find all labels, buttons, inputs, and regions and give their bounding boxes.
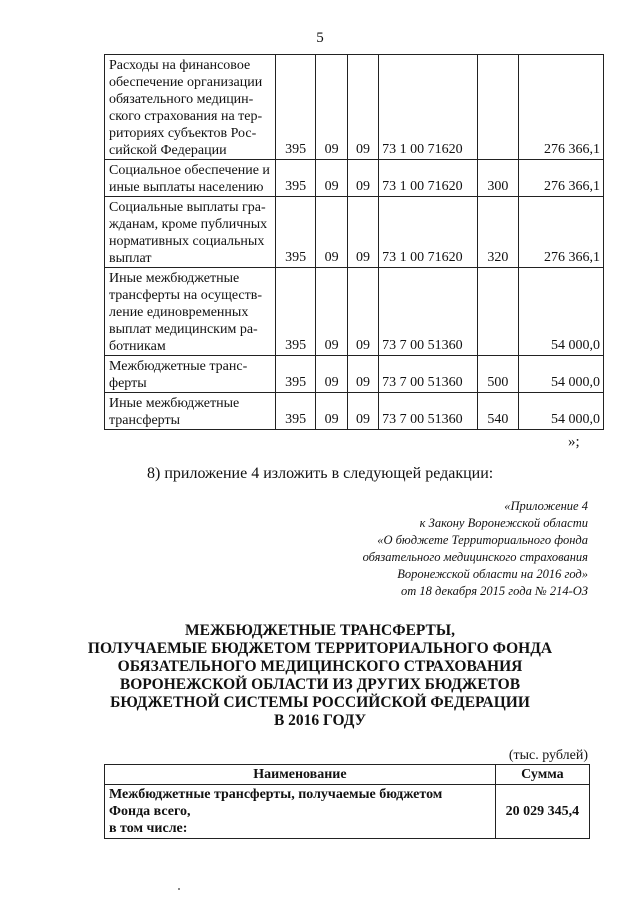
budget-row-amount: 54 000,0: [518, 393, 603, 430]
budget-row-section: 09: [316, 393, 347, 430]
budget-row-expense-type: [478, 268, 519, 356]
budget-row-expense-type: [478, 55, 519, 160]
budget-row-name: [105, 356, 276, 393]
budget-row-expense-type: 320: [478, 197, 519, 268]
budget-row-name: [105, 268, 276, 356]
budget-row-name-line: ферты: [109, 376, 147, 391]
budget-row-target-article: 73 1 00 71620: [379, 160, 478, 197]
budget-row-section: 09: [316, 55, 347, 160]
budget-row-expense-type: 500: [478, 356, 519, 393]
title-line: ВОРОНЕЖСКОЙ ОБЛАСТИ ИЗ ДРУГИХ БЮДЖЕТОВ: [119, 676, 521, 693]
title-line: МЕЖБЮДЖЕТНЫЕ ТРАНСФЕРТЫ,: [185, 622, 455, 639]
budget-row-name-line: Межбюджетные транс-: [109, 359, 248, 374]
budget-row-grbs: 395: [275, 197, 316, 268]
annex-reference: [363, 498, 588, 600]
budget-row-name: [105, 160, 276, 197]
summary-name-line: Межбюджетные трансферты, получаемые бюджетом: [109, 787, 443, 802]
annex-line: «О бюджете Территориального фонда: [377, 533, 588, 547]
annex-line: обязательного медицинского страхования: [362, 550, 588, 564]
budget-row-section: 09: [316, 268, 347, 356]
budget-row-name-line: обеспечение организации: [109, 75, 263, 90]
title-line: ОБЯЗАТЕЛЬНОГО МЕДИЦИНСКОГО СТРАХОВАНИЯ: [117, 658, 523, 675]
budget-row-name: [105, 55, 276, 160]
budget-row-target-article: 73 1 00 71620: [379, 197, 478, 268]
page-number: 5: [316, 30, 324, 46]
budget-row-subsection: 09: [347, 356, 378, 393]
summary-row-sum: 20 029 345,4: [495, 785, 589, 839]
budget-row-name-line: иные выплаты населению: [109, 180, 264, 195]
budget-row-name: [105, 197, 276, 268]
budget-row-target-article: 73 7 00 51360: [379, 268, 478, 356]
summary-row-name: [105, 785, 496, 839]
budget-row: [105, 55, 604, 160]
budget-row-name-line: обязательного медицин-: [109, 92, 254, 107]
budget-row-subsection: 09: [347, 55, 378, 160]
summary-name-line: Фонда всего,: [109, 804, 191, 819]
budget-row-amount: 54 000,0: [518, 268, 603, 356]
summary-header-row: [105, 765, 590, 785]
budget-row-section: 09: [316, 160, 347, 197]
budget-row-amount: 276 366,1: [518, 55, 603, 160]
header-name: Наименование: [105, 765, 496, 785]
budget-row-section: 09: [316, 197, 347, 268]
budget-row-name-line: сийской Федерации: [109, 143, 227, 158]
transfers-summary-table: [104, 764, 590, 839]
budget-row-name-line: выплат медицинским ра-: [109, 322, 258, 337]
budget-row: [105, 356, 604, 393]
budget-expenditure-table: [104, 54, 604, 430]
budget-row-name: [105, 393, 276, 430]
budget-row-grbs: 395: [275, 356, 316, 393]
budget-row: [105, 160, 604, 197]
budget-row-name-line: Иные межбюджетные: [109, 396, 240, 411]
budget-row-name-line: ского страхования на тер-: [109, 109, 263, 124]
budget-row: [105, 268, 604, 356]
budget-row-grbs: 395: [275, 268, 316, 356]
units-label: (тыс. рублей): [508, 748, 588, 763]
annex-line: «Приложение 4: [504, 499, 588, 513]
budget-row-name-line: выплат: [109, 251, 152, 266]
annex-line: Воронежской области на 2016 год»: [397, 567, 588, 581]
budget-row-target-article: 73 1 00 71620: [379, 55, 478, 160]
budget-row-amount: 276 366,1: [518, 197, 603, 268]
budget-row-subsection: 09: [347, 268, 378, 356]
closing-quote-mark: »;: [568, 434, 580, 450]
budget-row-subsection: 09: [347, 160, 378, 197]
budget-row-subsection: 09: [347, 393, 378, 430]
instruction-text: 8) приложение 4 изложить в следующей редакции:: [147, 465, 494, 482]
annex-line: от 18 декабря 2015 года № 214-ОЗ: [401, 584, 588, 598]
budget-row: [105, 393, 604, 430]
budget-row-name-line: ление единовременных: [109, 305, 249, 320]
budget-row-name-line: трансферты: [109, 413, 181, 428]
header-sum: Сумма: [495, 765, 589, 785]
budget-row-name-line: жданам, кроме публичных: [109, 217, 268, 232]
budget-row-name-line: Иные межбюджетные: [109, 271, 240, 286]
budget-row-grbs: 395: [275, 55, 316, 160]
summary-row: [105, 785, 590, 839]
document-title: [60, 622, 580, 730]
budget-row-amount: 54 000,0: [518, 356, 603, 393]
summary-name-line: в том числе:: [109, 821, 188, 836]
budget-row-expense-type: 300: [478, 160, 519, 197]
title-line: ПОЛУЧАЕМЫЕ БЮДЖЕТОМ ТЕРРИТОРИАЛЬНОГО ФОНДА: [87, 640, 553, 657]
budget-row-name-line: Социальное обеспечение и: [109, 163, 270, 178]
budget-row-grbs: 395: [275, 160, 316, 197]
budget-row-name-line: риториях субъектов Рос-: [109, 126, 257, 141]
title-line: В 2016 ГОДУ: [273, 712, 367, 729]
budget-row-target-article: 73 7 00 51360: [379, 393, 478, 430]
annex-line: к Закону Воронежской области: [419, 516, 588, 530]
budget-row-name-line: ботникам: [109, 339, 166, 354]
budget-row-grbs: 395: [275, 393, 316, 430]
title-line: БЮДЖЕТНОЙ СИСТЕМЫ РОССИЙСКОЙ ФЕДЕРАЦИИ: [110, 694, 530, 711]
budget-row: [105, 197, 604, 268]
budget-row-name-line: Расходы на финансовое: [109, 58, 251, 73]
budget-row-name-line: нормативных социальных: [109, 234, 265, 249]
budget-row-section: 09: [316, 356, 347, 393]
budget-row-expense-type: 540: [478, 393, 519, 430]
budget-row-amount: 276 366,1: [518, 160, 603, 197]
scan-dot: [178, 888, 180, 890]
budget-row-name-line: трансферты на осуществ-: [109, 288, 263, 303]
budget-row-name-line: Социальные выплаты гра-: [109, 200, 266, 215]
budget-row-target-article: 73 7 00 51360: [379, 356, 478, 393]
budget-row-subsection: 09: [347, 197, 378, 268]
